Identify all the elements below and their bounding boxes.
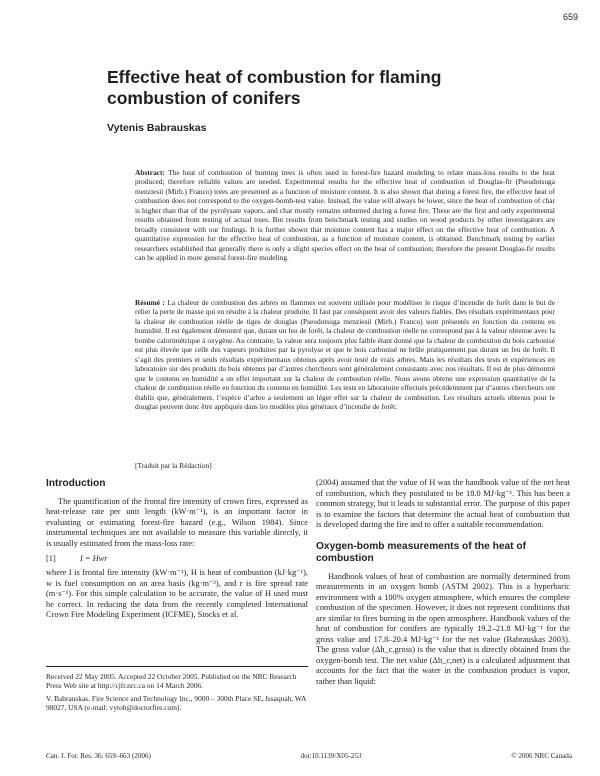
equation-number: [1] xyxy=(46,554,56,563)
equation-expression: I = Hwr xyxy=(80,554,108,563)
doi: doi:10.1139/X05-253 xyxy=(300,752,362,760)
author-name: Vytenis Babrauskas xyxy=(107,122,207,134)
right-column xyxy=(316,478,570,687)
introduction-paragraph-1: The quantification of the frontal fire intensity of crown fires, expressed as heat-release rate per unit length (kW·m⁻¹), is an important factor in evaluating or estimating forest-fire hazard (e.g., Wilson 1984). Since instrumental techniques are not available to measure this variable directly, it is usually estimated from the mass-loss rate: xyxy=(46,496,308,548)
article-title: Effective heat of combustion for flaming combustion of conifers xyxy=(107,67,442,108)
translation-note: [Traduit par la Rédaction] xyxy=(135,461,212,470)
author-affiliation: V. Babrauskas. Fire Science and Technology Inc., 9000 – 300th Place SE, Issaquah, WA 98027, USA (e-mail: vytob@doctorfire.com). xyxy=(46,694,306,712)
right-paragraph-1: (2004) assumed that the value of H was the handbook value of the net heat of combustion, which they postulated to be 18.0 MJ·kg⁻¹. This has been a common strategy, but it leads to substantial error. The purpose of this paper is to examine the factors that determine the actual heat of combustion that is developed during the fire and to offer a suitable recommendation. xyxy=(316,478,570,529)
equation-1 xyxy=(46,554,308,563)
resume-label: Résumé : xyxy=(135,298,165,307)
page-footer xyxy=(46,752,572,760)
journal-citation: Can. J. For. Res. 36: 659–663 (2006) xyxy=(46,752,151,760)
oxygen-bomb-heading: Oxygen-bomb measurements of the heat of combustion xyxy=(316,540,527,564)
introduction-paragraph-2: where I is frontal fire intensity (kW·m⁻¹), H is heat of combustion (kJ·kg⁻¹), w is fuel consumption on an area basis (kg·m⁻²), and r is fire spread rate (m·s⁻¹). For this simple calculation to be accurate, the value of H used must be correct. In reducing the data from the recently completed International Crown Fire Modeling Experiment (ICFME), Stocks et al. xyxy=(46,568,308,619)
resume-text: La chaleur de combustion des arbres en flammes est souvent utilisée pour modéliser le risque d’incendie de forêt dans le but de relier la perte de masse qui en résulte à la chaleur produite. Il faut par conséquent avoir des valeurs fiables. Des résultats expérimentaux pour la chaleur de combustion réelle de tiges de douglas (Pseudotsuga menziesii (Mirb.) Franco) sont présentés en fonction du contenu en humidité. Il est également démontré que, durant un feu de forêt, la chaleur de combustion réelle ne correspond pas à la valeur obtenue avec la bombe calorimétrique à oxygène. Au contraire, la valeur sera toujours plus faible étant donné que la chaleur de combustion du bois carbonisé est plus élevée que celle des vapeurs produites par la pyrolyse et que le bois carbonisé ne brûle pratiquement pas durant un feu de forêt. Il s’agit des premiers et seuls résultats expérimentaux obtenus après avoir testé de vrais arbres. Mais les résultats des tests et expériences en laboratoire sur des produits du bois obtenus par d’autres chercheurs sont généralement consistants avec nos résultats. Il est de plus démontré que le contenu en humidité a un effet important sur la chaleur de combustion réelle. Nous avons obtenu une expression quantitative de la chaleur de combustion réelle en fonction du contenu en humidité. Les tests en laboratoire effectués précédemment par d’autres chercheurs ont établis que, généralement, l’espèce d’arbre a seulement un léger effet sur la chaleur de combustion. Les résultats actuels obtenus pour le douglas peuvent donc être appliqués dans les modèles plus généraux d’incendie de forêt. xyxy=(135,298,555,411)
abstract-label: Abstract: xyxy=(135,168,165,177)
received-dates: Received 22 May 2005. Accepted 22 October 2005. Published on the NRC Research Press Web site at http://cjfr.nrc.ca on 14 March 2006. xyxy=(46,672,297,690)
right-paragraph-2: Handbook values of heat of combustion are normally determined from measurements in an oxygen bomb (ASTM 2002). This is a hyperbaric environment with a 100% oxygen atmosphere, which ensures the complete combustion of the specimen. However, it does not represent conditions that are similar to fires burning in the open atmosphere. Handbook values of the heat of combustion for conifers are typically 19.2–21.8 MJ·kg⁻¹ for the gross value and 17.8–20.4 MJ·kg⁻¹ for the net value (Babrauskas 2003). The gross value (Δh_c,gross) is the value that is directly obtained from the oxygen-bomb test. The net value (Δh_c,net) is a calculated adjustment that accounts for the fact that the water in the combustion product is vapor, rather than liquid: xyxy=(316,571,570,686)
abstract-text: The heat of combustion of burning trees is often used in forest-fire hazard modeling to relate mass-loss results to the heat produced; therefore reliable values are needed. Experimental results for the effective heat of combustion of Douglas-fir (Pseudotsuga menziesii (Mirb.) Franco) trees are presented as a function of moisture content. It is also shown that during a forest fire, the effective heat of combustion does not correspond to the oxygen-bomb-test value. Instead, the value will always be lower, since the heat of combustion of char is higher than that of the pyrolysate vapors, and char mostly remains unburned during a forest fire. These are the first and only experimental results obtained from testing of actual trees. But results from benchmark testing and studies on wood products by other investigators are broadly consistent with our findings. It is further shown that moisture content has a major effect on the effective heat of combustion. A quantitative expression for the effective heat of combustion, as a function of moisture content, is obtained. Benchmark testing by earlier researchers established that generally there is only a slight species effect on the heat of combustion; therefore the present Douglas-fir results can be applied in more general forest-fire modeling. xyxy=(135,168,555,263)
page-number: 659 xyxy=(562,12,578,22)
copyright: © 2006 NRC Canada xyxy=(511,752,572,760)
abstract xyxy=(135,168,555,263)
introduction-heading: Introduction xyxy=(46,478,106,489)
resume xyxy=(135,298,555,411)
left-column xyxy=(46,478,308,621)
received-notice xyxy=(46,666,308,712)
